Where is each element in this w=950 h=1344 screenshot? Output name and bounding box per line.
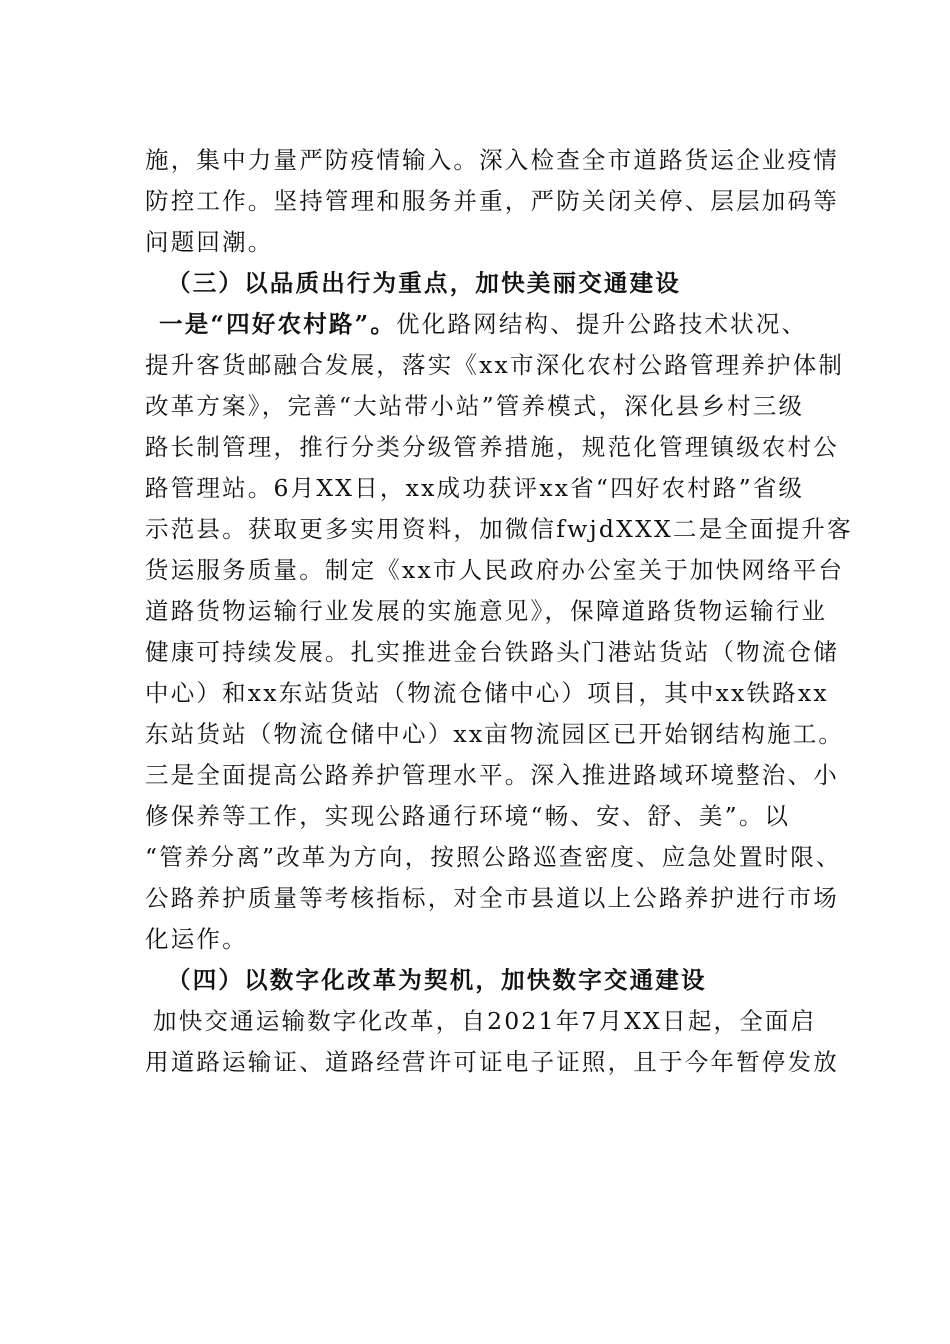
section-heading-four: （四）以数字化改革为契机，加快数字交通建设 — [167, 966, 707, 994]
text-line: 化运作。 — [145, 925, 248, 953]
text-line: 路管理站。6月XX日，xx成功获评xx省“四好农村路”省级 — [145, 474, 805, 502]
text-line: 提升客货邮融合发展，落实《xx市深化农村公路管理养护体制 — [145, 351, 845, 379]
document-body — [145, 140, 853, 1083]
text-line: 中心）和xx东站货站（物流仓储中心）项目，其中xx铁路xx — [145, 679, 829, 707]
text-line: 道路货物运输行业发展的实施意见》，保障道路货物运输行业 — [145, 597, 828, 625]
text-line: 改革方案》，完善“大站带小站”管养模式，深化县乡村三级 — [145, 392, 805, 420]
text-line: 健康可持续发展。扎实推进金台铁路头门港站货站（物流仓储 — [145, 638, 839, 666]
text-line: 优化路网结构、提升公路技术状况、 — [396, 310, 808, 338]
paragraph-lead-line — [145, 304, 845, 345]
text-line: 货运服务质量。制定《xx市人民政府办公室关于加快网络平台 — [145, 556, 845, 584]
text-line: 用道路运输证、道路经营许可证电子证照，且于今年暂停发放 — [145, 1048, 839, 1076]
text-line: 施，集中力量严防疫情输入。深入检查全市道路货运企业疫情 — [145, 146, 839, 174]
text-line: 路长制管理，推行分类分级管养措施，规范化管理镇级农村公 — [145, 433, 839, 461]
text-line: “管养分离”改革为方向，按照公路巡查密度、应急处置时限、 — [145, 843, 842, 871]
text-line: 三是全面提高公路养护管理水平。深入推进路域环境整治、小 — [145, 761, 839, 789]
text-line: 修保养等工作，实现公路通行环境“畅、安、舒、美”。以 — [145, 802, 791, 830]
text-line: 加快交通运输数字化改革，自2021年7月XX日起，全面启 — [153, 1007, 817, 1035]
item-title-rural-roads: 一是“四好农村路”。 — [159, 310, 397, 338]
text-line: 防控工作。坚持管理和服务并重，严防关闭关停、层层加码等 — [145, 187, 839, 215]
section-heading-three: （三）以品质出行为重点，加快美丽交通建设 — [167, 269, 681, 297]
text-line: 公路养护质量等考核指标，对全市县道以上公路养护进行市场 — [145, 884, 839, 912]
text-line: 东站货站（物流仓储中心）xx亩物流园区已开始钢结构施工。 — [145, 720, 845, 748]
text-line: 问题回潮。 — [145, 228, 274, 256]
text-line: 示范县。获取更多实用资料，加微信fwjdXXX二是全面提升客 — [145, 515, 853, 543]
